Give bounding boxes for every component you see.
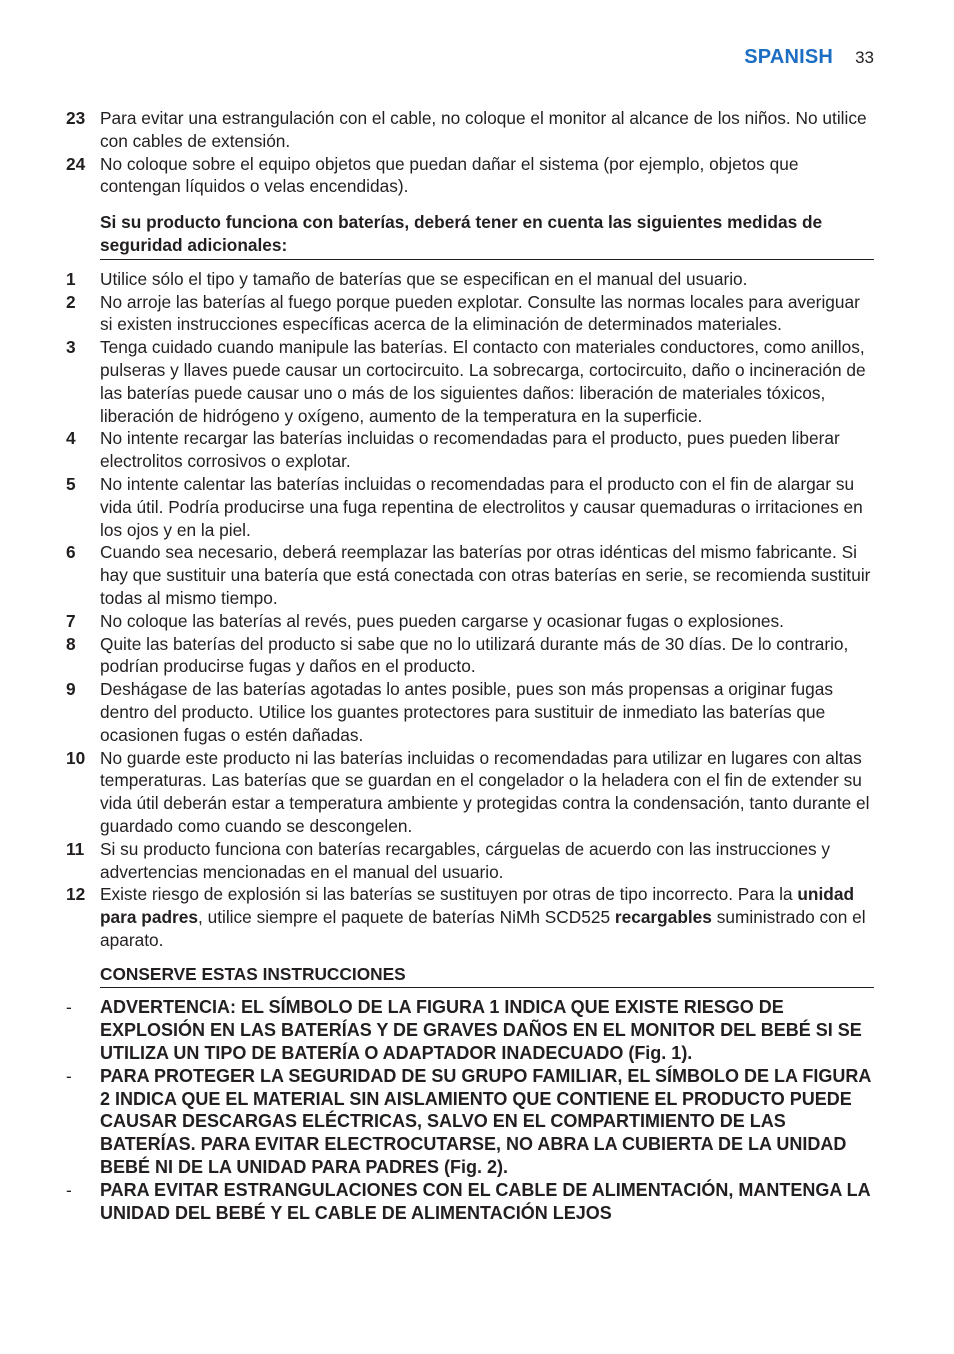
list-item — [66, 633, 874, 679]
item-number: 9 — [66, 679, 76, 700]
item-text: Utilice sólo el tipo y tamaño de baterías que se especifican en el manual del usuario. — [100, 268, 748, 289]
list-item — [66, 838, 874, 884]
warning-text: PARA PROTEGER LA SEGURIDAD DE SU GRUPO FAMILIAR, EL SÍMBOLO DE LA FIGURA 2 INDICA QUE EL MATERIAL SIN AISLAMIENTO QUE CONTIENE EL PRODUCTO PUEDE CAUSAR DESCARGAS ELÉCTRICAS, SALVO EN EL COMPARTIMIENTO DE LAS BATERÍAS. PARA EVITAR ELECTROCUTARSE, NO ABRA LA CUBIERTA DE LA UNIDAD BEBÉ NI DE LA UNIDAD PARA PADRES (Fig. 2). — [100, 1065, 871, 1178]
item-number: 24 — [66, 153, 86, 174]
item-text: Cuando sea necesario, deberá reemplazar las baterías por otras idénticas del mismo fabricante. Si hay que sustituir una batería que está conectada con otras baterías en serie, se recomienda sustituir todas al mismo tiempo. — [100, 542, 871, 608]
item-text: Para evitar una estrangulación con el cable, no coloque el monitor al alcance de los niños. No utilice con cables de extensión. — [100, 108, 867, 151]
item-text-part: suministrado con el aparato. — [100, 907, 866, 950]
list-item — [66, 541, 874, 609]
list-item — [66, 610, 874, 633]
page-number: 33 — [855, 48, 874, 67]
item-text: Si su producto funciona con baterías recargables, cárguelas de acuerdo con las instrucciones y advertencias mencionadas en el manual del usuario. — [100, 838, 831, 882]
page-content — [66, 107, 874, 1224]
item-number: 7 — [66, 610, 76, 631]
list-item — [66, 883, 874, 951]
warning-text: PARA EVITAR ESTRANGULACIONES CON EL CABLE DE ALIMENTACIÓN, MANTENGA LA UNIDAD DEL BEBÉ Y EL CABLE DE ALIMENTACIÓN LEJOS — [100, 1179, 871, 1223]
item-text: Deshágase de las baterías agotadas lo antes posible, pues son más propensas a originar fugas dentro del producto. Utilice los guantes protectores para sustituir de inmediato las baterías que ocasionen fugas o estén dañadas. — [100, 679, 834, 745]
item-text: No coloque las baterías al revés, pues pueden cargarse y ocasionar fugas o explosiones. — [100, 610, 784, 631]
item-text: No coloque sobre el equipo objetos que puedan dañar el sistema (por ejemplo, objetos que contengan líquidos o velas encendidas). — [100, 153, 799, 197]
list-item — [66, 153, 874, 199]
item-number: 8 — [66, 633, 76, 654]
item-number: 3 — [66, 337, 76, 358]
item-text: No arroje las baterías al fuego porque pueden explotar. Consulte las normas locales para averiguar si existen instrucciones específicas acerca de la eliminación de determinados materiales. — [100, 291, 860, 335]
emphasis-rechargeable: recargables — [614, 907, 712, 928]
bullet-dash: - — [66, 1179, 72, 1200]
bullet-dash: - — [66, 997, 72, 1018]
section-divider — [100, 259, 874, 260]
item-number: 4 — [66, 428, 76, 449]
item-text: No intente recargar las baterías incluidas o recomendadas para el producto, pues pueden liberar electrolitos corrosivos o explotar. — [100, 428, 840, 472]
list-item — [66, 291, 874, 337]
item-number: 23 — [66, 108, 86, 128]
item-number: 5 — [66, 473, 76, 494]
item-number: 12 — [66, 884, 86, 905]
section-divider — [100, 987, 874, 988]
battery-safety-heading: Si su producto funciona con baterías, deberá tener en cuenta las siguientes medidas de seguridad adicionales: — [100, 212, 823, 255]
item-text-part: Existe riesgo de explosión si las baterías se sustituyen por otras de tipo incorrecto. Para la — [100, 884, 798, 905]
warning-list — [66, 996, 874, 1224]
item-text: No guarde este producto ni las baterías incluidas o recomendadas para utilizar en lugares con altas temperaturas. Las baterías que se guardan en el congelador o la heladera con el fin de extender su vida útil deberán estar a temperatura ambiente y protegidas contra la condensación, tanto durante el guardado como cuando se descongelen. — [100, 747, 870, 836]
warning-text: ADVERTENCIA: EL SÍMBOLO DE LA FIGURA 1 INDICA QUE EXISTE RIESGO DE EXPLOSIÓN EN LAS BATERÍAS Y DE GRAVES DAÑOS EN EL MONITOR DEL BEBÉ SI SE UTILIZA UN TIPO DE BATERÍA O ADAPTADOR INADECUADO (Fig. 1). — [100, 997, 862, 1064]
list-item — [66, 678, 874, 746]
language-label: SPANISH — [744, 46, 834, 68]
item-text: Quite las baterías del producto si sabe que no lo utilizará durante más de 30 días. De lo contrario, podrían producirse fugas y daños en el producto. — [100, 633, 849, 677]
item-text-part: , utilice siempre el paquete de baterías NiMh SCD525 — [197, 907, 615, 928]
item-number: 6 — [66, 542, 76, 563]
item-text — [100, 883, 874, 951]
list-item — [66, 107, 874, 153]
list-item — [66, 747, 874, 838]
item-text: No intente calentar las baterías incluidas o recomendadas para el producto con el fin de alargar su vida útil. Podría producirse una fuga repentina de electrolitos y causar quemaduras o irritaciones en los ojos y en la piel. — [100, 473, 863, 540]
warning-item — [66, 996, 874, 1064]
battery-list — [66, 268, 874, 952]
item-number: 2 — [66, 291, 76, 312]
list-item — [66, 427, 874, 473]
item-number: 11 — [66, 838, 85, 859]
list-item — [66, 268, 874, 291]
item-number: 10 — [66, 747, 86, 768]
list-item — [66, 473, 874, 541]
item-number: 1 — [66, 268, 76, 289]
emphasis-parent-unit: unidad para padres — [100, 884, 855, 928]
warning-item — [66, 1065, 874, 1179]
list-item — [66, 336, 874, 427]
warning-item — [66, 1179, 874, 1225]
bullet-dash: - — [66, 1065, 72, 1086]
page-header — [744, 46, 874, 69]
item-text: Tenga cuidado cuando manipule las baterías. El contacto con materiales conductores, como anillos, pulseras y llaves puede causar un cortocircuito. La sobrecarga, cortocircuito, daño o incineración de las baterías puede causar uno o más de los siguientes daños: liberación de materiales tóxicos, liberación de hidrógeno y oxígeno, aumento de la temperatura en la superficie. — [100, 337, 866, 426]
conserve-heading: CONSERVE ESTAS INSTRUCCIONES — [100, 963, 406, 984]
